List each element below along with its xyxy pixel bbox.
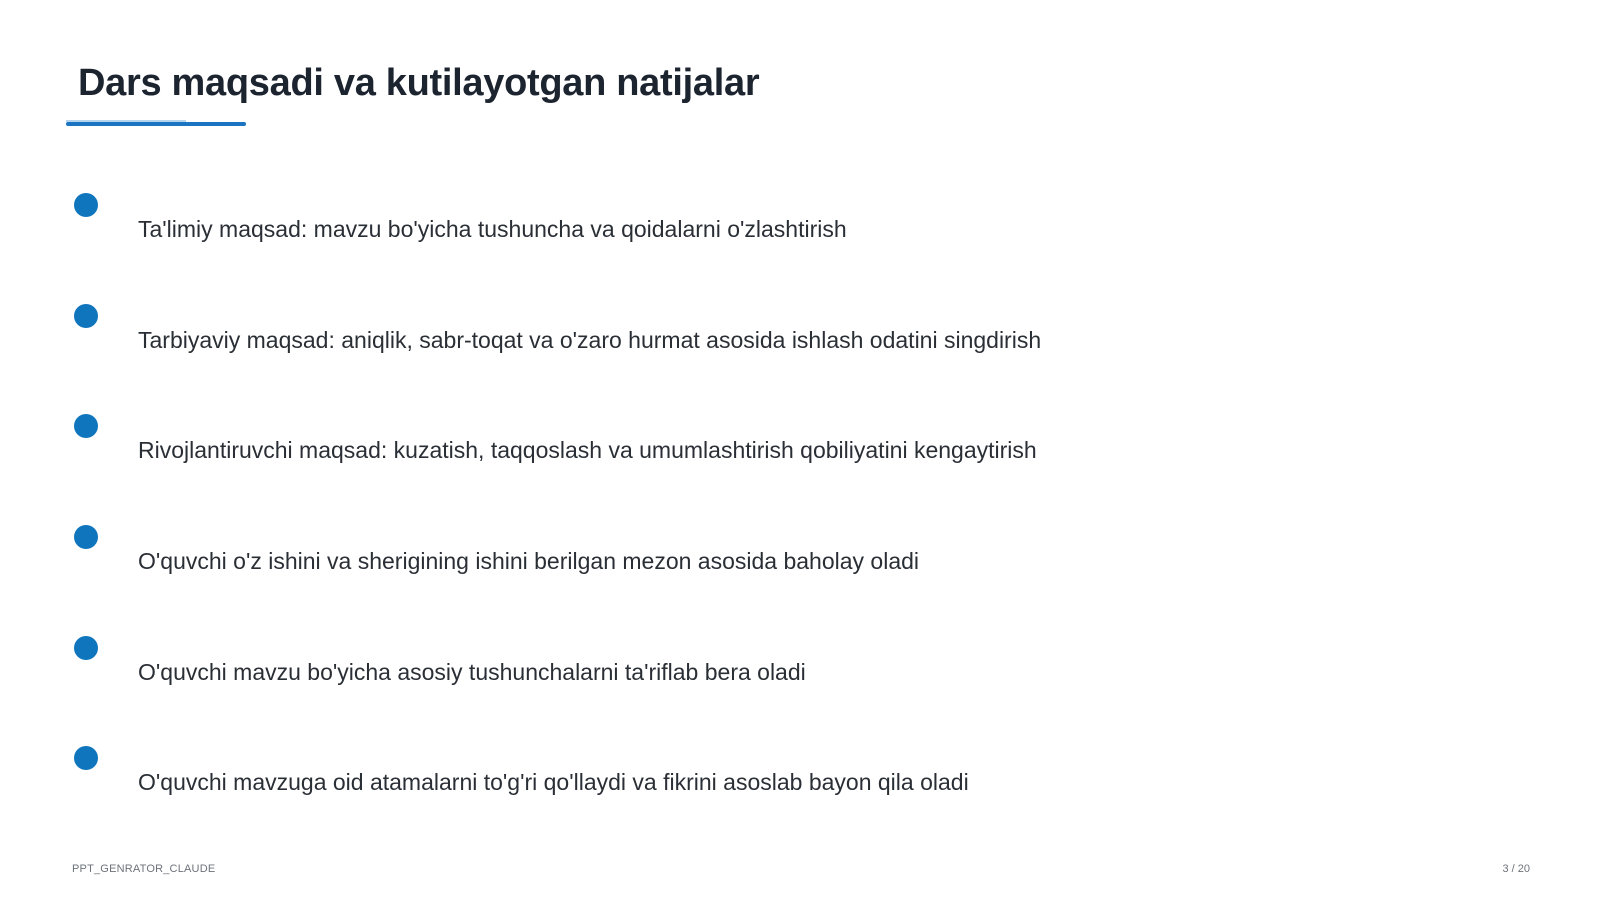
list-item — [0, 636, 1600, 696]
bullet-dot-icon — [74, 193, 98, 217]
bullet-dot-icon — [74, 525, 98, 549]
bullet-dot-icon — [74, 304, 98, 328]
bullet-dot-icon — [74, 636, 98, 660]
footer-brand: PPT_GENRATOR_CLAUDE — [72, 863, 216, 875]
bullet-text: Ta'limiy maqsad: mavzu bo'yicha tushuncha va qoidalarni o'zlashtirish — [138, 216, 847, 242]
page-indicator: 3 / 20 — [1502, 863, 1530, 875]
list-item — [0, 193, 1600, 253]
list-item — [0, 414, 1600, 474]
list-item — [0, 525, 1600, 585]
bullet-dot-icon — [74, 746, 98, 770]
bullet-text: Rivojlantiruvchi maqsad: kuzatish, taqqoslash va umumlashtirish qobiliyatini kengaytirish — [138, 437, 1037, 463]
bullet-dot-icon — [74, 414, 98, 438]
bullet-text: O'quvchi mavzuga oid atamalarni to'g'ri qo'llaydi va fikrini asoslab bayon qila oladi — [138, 769, 969, 795]
bullet-text: Tarbiyaviy maqsad: aniqlik, sabr-toqat va o'zaro hurmat asosida ishlash odatini singdirish — [138, 327, 1042, 353]
list-item — [0, 304, 1600, 364]
list-item — [0, 746, 1600, 806]
slide-title: Dars maqsadi va kutilayotgan natijalar — [78, 62, 760, 104]
bullet-text: O'quvchi mavzu bo'yicha asosiy tushunchalarni ta'riflab bera oladi — [138, 659, 806, 685]
title-underline — [66, 122, 246, 126]
bullet-text: O'quvchi o'z ishini va sherigining ishini berilgan mezon asosida baholay oladi — [138, 548, 920, 574]
